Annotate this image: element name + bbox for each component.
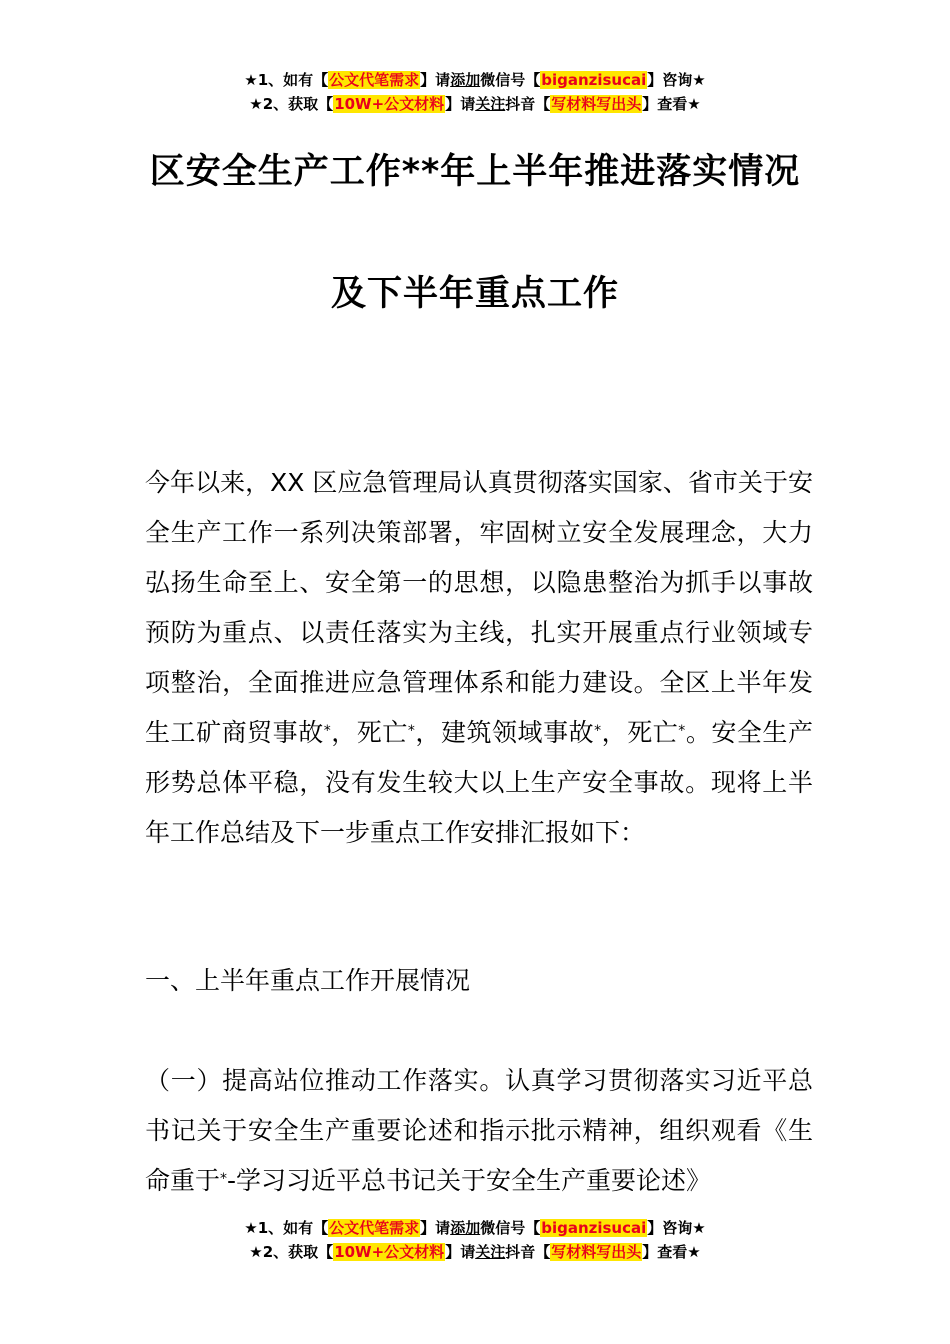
promo-underline-text: 添加 <box>450 1219 481 1237</box>
promo-text: 】请 <box>445 1243 476 1261</box>
promo-text: ★1、如有【 <box>244 1219 329 1237</box>
douyin-highlight: 写材料写出头 <box>551 95 642 113</box>
promo-text: ★2、获取【 <box>249 95 334 113</box>
promo-text: 微信号【 <box>480 1219 541 1237</box>
promo-line-1 <box>0 68 950 92</box>
promo-underline-text: 关注 <box>475 1243 506 1261</box>
promo-line-2 <box>0 1240 950 1264</box>
promo-text: 】咨询★ <box>647 71 706 89</box>
intro-paragraph <box>145 458 813 858</box>
promo-highlight: 公文代笔需求 <box>329 71 420 89</box>
document-title-line-1: 区安全生产工作**年上半年推进落实情况 <box>149 152 801 192</box>
paragraph-text: （一）提高站位推动工作落实。认真学习贯彻落实习近平总书记关于安全生产重要论述和指示批示精神，组织观看《生命重于 <box>145 1066 813 1195</box>
promo-banner-top <box>0 68 950 116</box>
redacted-mark: * <box>678 723 686 739</box>
section-heading-1: 一、上半年重点工作开展情况 <box>145 966 471 995</box>
promo-banner-bottom <box>0 1216 950 1264</box>
promo-highlight: 公文代笔需求 <box>329 1219 420 1237</box>
promo-text: ★2、获取【 <box>249 1243 334 1261</box>
promo-line-2 <box>0 92 950 116</box>
section-paragraph-1 <box>145 1056 813 1206</box>
redacted-mark: * <box>323 723 331 739</box>
promo-text: 微信号【 <box>480 71 541 89</box>
paragraph-text: 。安全生产形势总体平稳，没有发生较大以上生产安全事故。现将上半年工作总结及下一步重点工作安排汇报如下： <box>145 718 813 847</box>
promo-text: 】查看★ <box>642 95 701 113</box>
promo-text: 】咨询★ <box>647 1219 706 1237</box>
redacted-mark: * <box>220 1171 228 1187</box>
promo-underline-text: 添加 <box>450 71 481 89</box>
promo-text: 】查看★ <box>642 1243 701 1261</box>
paragraph-text: ，建筑领域事故 <box>414 718 595 747</box>
douyin-highlight: 写材料写出头 <box>551 1243 642 1261</box>
promo-underline-text: 关注 <box>475 95 506 113</box>
promo-highlight: 10W+公文材料 <box>334 1243 445 1261</box>
paragraph-text: ，死亡 <box>330 718 408 747</box>
wechat-id-highlight: biganzisucai <box>541 1219 647 1237</box>
promo-text: 抖音【 <box>505 1243 551 1261</box>
promo-line-1 <box>0 1216 950 1240</box>
document-title-line-2: 及下半年重点工作 <box>330 274 619 314</box>
promo-highlight: 10W+公文材料 <box>334 95 445 113</box>
promo-text: ★1、如有【 <box>244 71 329 89</box>
promo-text: 】请 <box>445 95 476 113</box>
redacted-mark: * <box>407 723 415 739</box>
promo-text: 抖音【 <box>505 95 551 113</box>
promo-text: 】请 <box>420 1219 451 1237</box>
paragraph-text: ，死亡 <box>601 718 679 747</box>
paragraph-text: -学习习近平总书记关于安全生产重要论述》 <box>227 1166 712 1195</box>
redacted-mark: * <box>594 723 602 739</box>
wechat-id-highlight: biganzisucai <box>541 71 647 89</box>
paragraph-text: 今年以来，XX 区应急管理局认真贯彻落实国家、省市关于安全生产工作一系列决策部署，牢固树立安全发展理念，大力弘扬生命至上、安全第一的思想，以隐患整治为抓手以事故预防为重点、以责任落实为主线，扎实开展重点行业领域专项整治，全面推进应急管理体系和能力建设。全区上半年发生工矿商贸事故 <box>145 468 813 747</box>
promo-text: 】请 <box>420 71 451 89</box>
